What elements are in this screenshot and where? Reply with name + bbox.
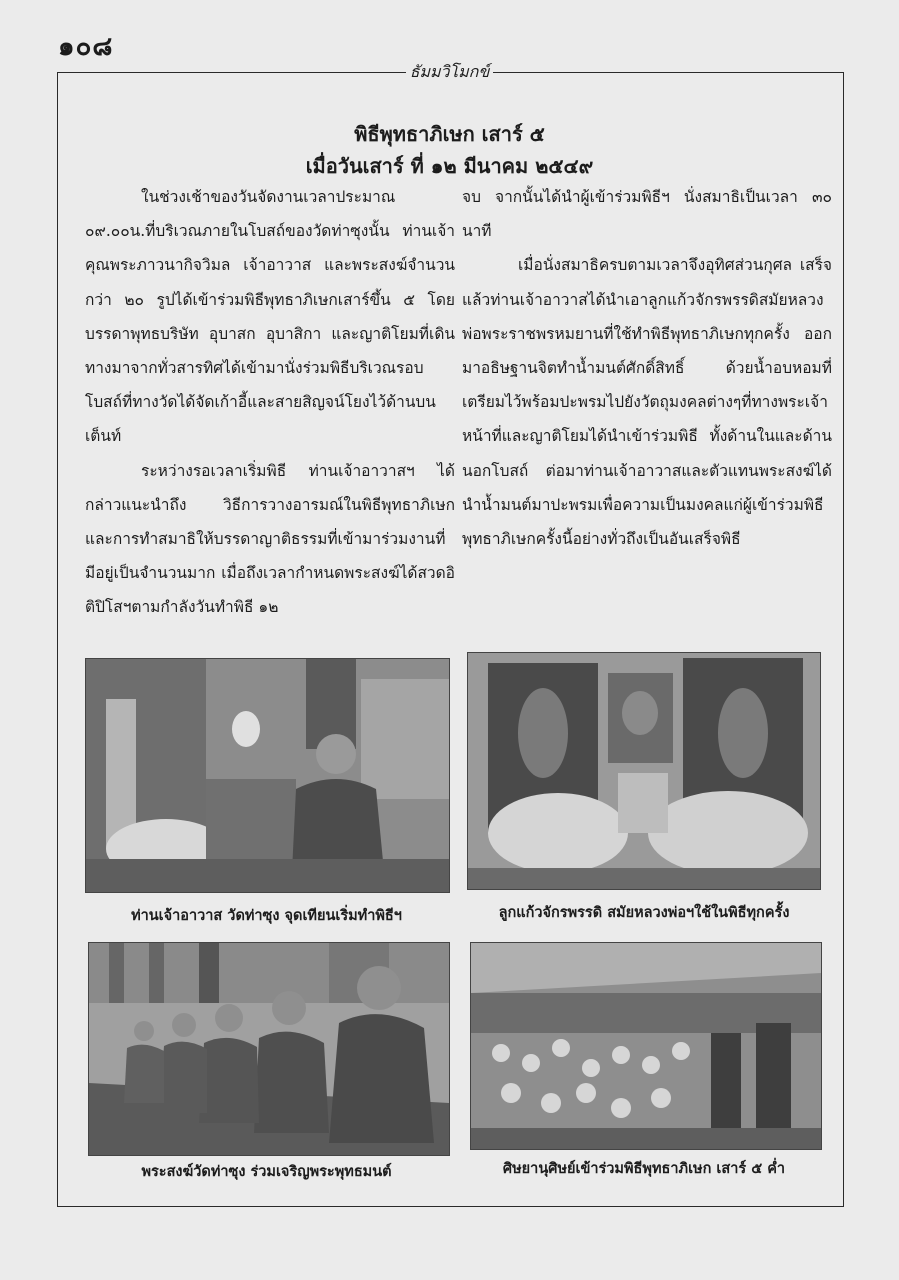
- article-left-column: [85, 180, 455, 625]
- paragraph: เมื่อนั่งสมาธิครบตามเวลาจึงอุทิศส่วนกุศล เสร็จแล้วท่านเจ้าอาวาสได้นำเอาลูกแก้วจักรพรรดิสมัยหลวงพ่อพระราชพรหมยานที่ใช้ทำพิธีพุทธาภิเษกทุกครั้ง ออกมาอธิษฐานจิตทำน้ำมนต์ศักดิ์สิทธิ์ ด้วยน้ำอบหอมที่เตรียมไว้พร้อมปะพรมไปยังวัตถุมงคลต่างๆที่ทางพระเจ้าหน้าที่และญาติโยมได้นำเข้าร่วมพิธี ทั้งด้านในและด้านนอกโบสถ์ ต่อมาท่านเจ้าอาวาสและตัวแทนพระสงฆ์ได้นำน้ำมนต์มาปะพรมเพื่อความเป็นมงคลแก่ผู้เข้าร่วมพิธีพุทธาภิเษกครั้งนี้อย่างทั่วถึงเป็นอันเสร็จพิธี: [462, 256, 832, 549]
- running-head: [0, 60, 899, 85]
- photo-crystal-ball-shrine: [467, 652, 821, 890]
- photo-caption: ศิษยานุศิษย์เข้าร่วมพิธีพุทธาภิเษก เสาร์ ๕ ค่ำ: [502, 1160, 786, 1177]
- photo-caption: ท่านเจ้าอาวาส วัดท่าซุง จุดเทียนเริ่มทำพิธีฯ: [131, 907, 402, 924]
- paragraph: ระหว่างรอเวลาเริ่มพิธี ท่านเจ้าอาวาสฯ ได้กล่าวแนะนำถึง วิธีการวางอารมณ์ในพิธีพุทธาภิเษก และการทำสมาธิให้บรรดาญาติธรรมที่เข้ามาร่วมงานที่มีอยู่เป็นจำนวนมาก เมื่อถึงเวลากำหนดพระสงฆ์ได้สวดอิติปิโสฯตามกำลังวันทำพิธี ๑๒: [85, 461, 455, 617]
- article-title: พิธีพุทธาภิเษก เสาร์ ๕: [354, 122, 545, 146]
- photo-monks-chanting: [88, 942, 450, 1156]
- article-right-column: [462, 180, 832, 556]
- photo-caption: พระสงฆ์วัดท่าซุง ร่วมเจริญพระพุทธมนต์: [141, 1163, 392, 1180]
- photo-crowd-under-tent: [470, 942, 822, 1150]
- photo-abbot-lighting-candle: [85, 658, 450, 893]
- paragraph: ในช่วงเช้าของวันจัดงานเวลาประมาณ ๐๙.๐๐น.ที่บริเวณภายในโบสถ์ของวัดท่าซุงนั้น ท่านเจ้าคุณพระภาวนากิจวิมล เจ้าอาวาส และพระสงฆ์จำนวนกว่า ๒๐ รูปได้เข้าร่วมพิธีพุทธาภิเษกเสาร์ขึ้น ๕ โดยบรรดาพุทธบริษัท อุบาสก อุบาสิกา และญาติโยมที่เดินทางมาจากทั่วสารทิศได้เข้ามานั่งร่วมพิธีบริเวณรอบโบสถ์ที่ทางวัดได้จัดเก้าอี้และสายสิญจน์โยงไว้ด้านบนเต็นท์: [85, 188, 455, 446]
- photo-caption: ลูกแก้วจักรพรรดิ สมัยหลวงพ่อฯใช้ในพิธีทุกครั้ง: [498, 904, 790, 921]
- running-head-text: ธัมมวิโมกข์: [406, 62, 494, 81]
- paragraph: จบ จากนั้นได้นำผู้เข้าร่วมพิธีฯ นั่งสมาธิเป็นเวลา ๓๐ นาที: [462, 188, 832, 241]
- article-subtitle: เมื่อวันเสาร์ ที่ ๑๒ มีนาคม ๒๕๔๙: [305, 154, 594, 178]
- page-number: ๑๐๘: [58, 32, 114, 62]
